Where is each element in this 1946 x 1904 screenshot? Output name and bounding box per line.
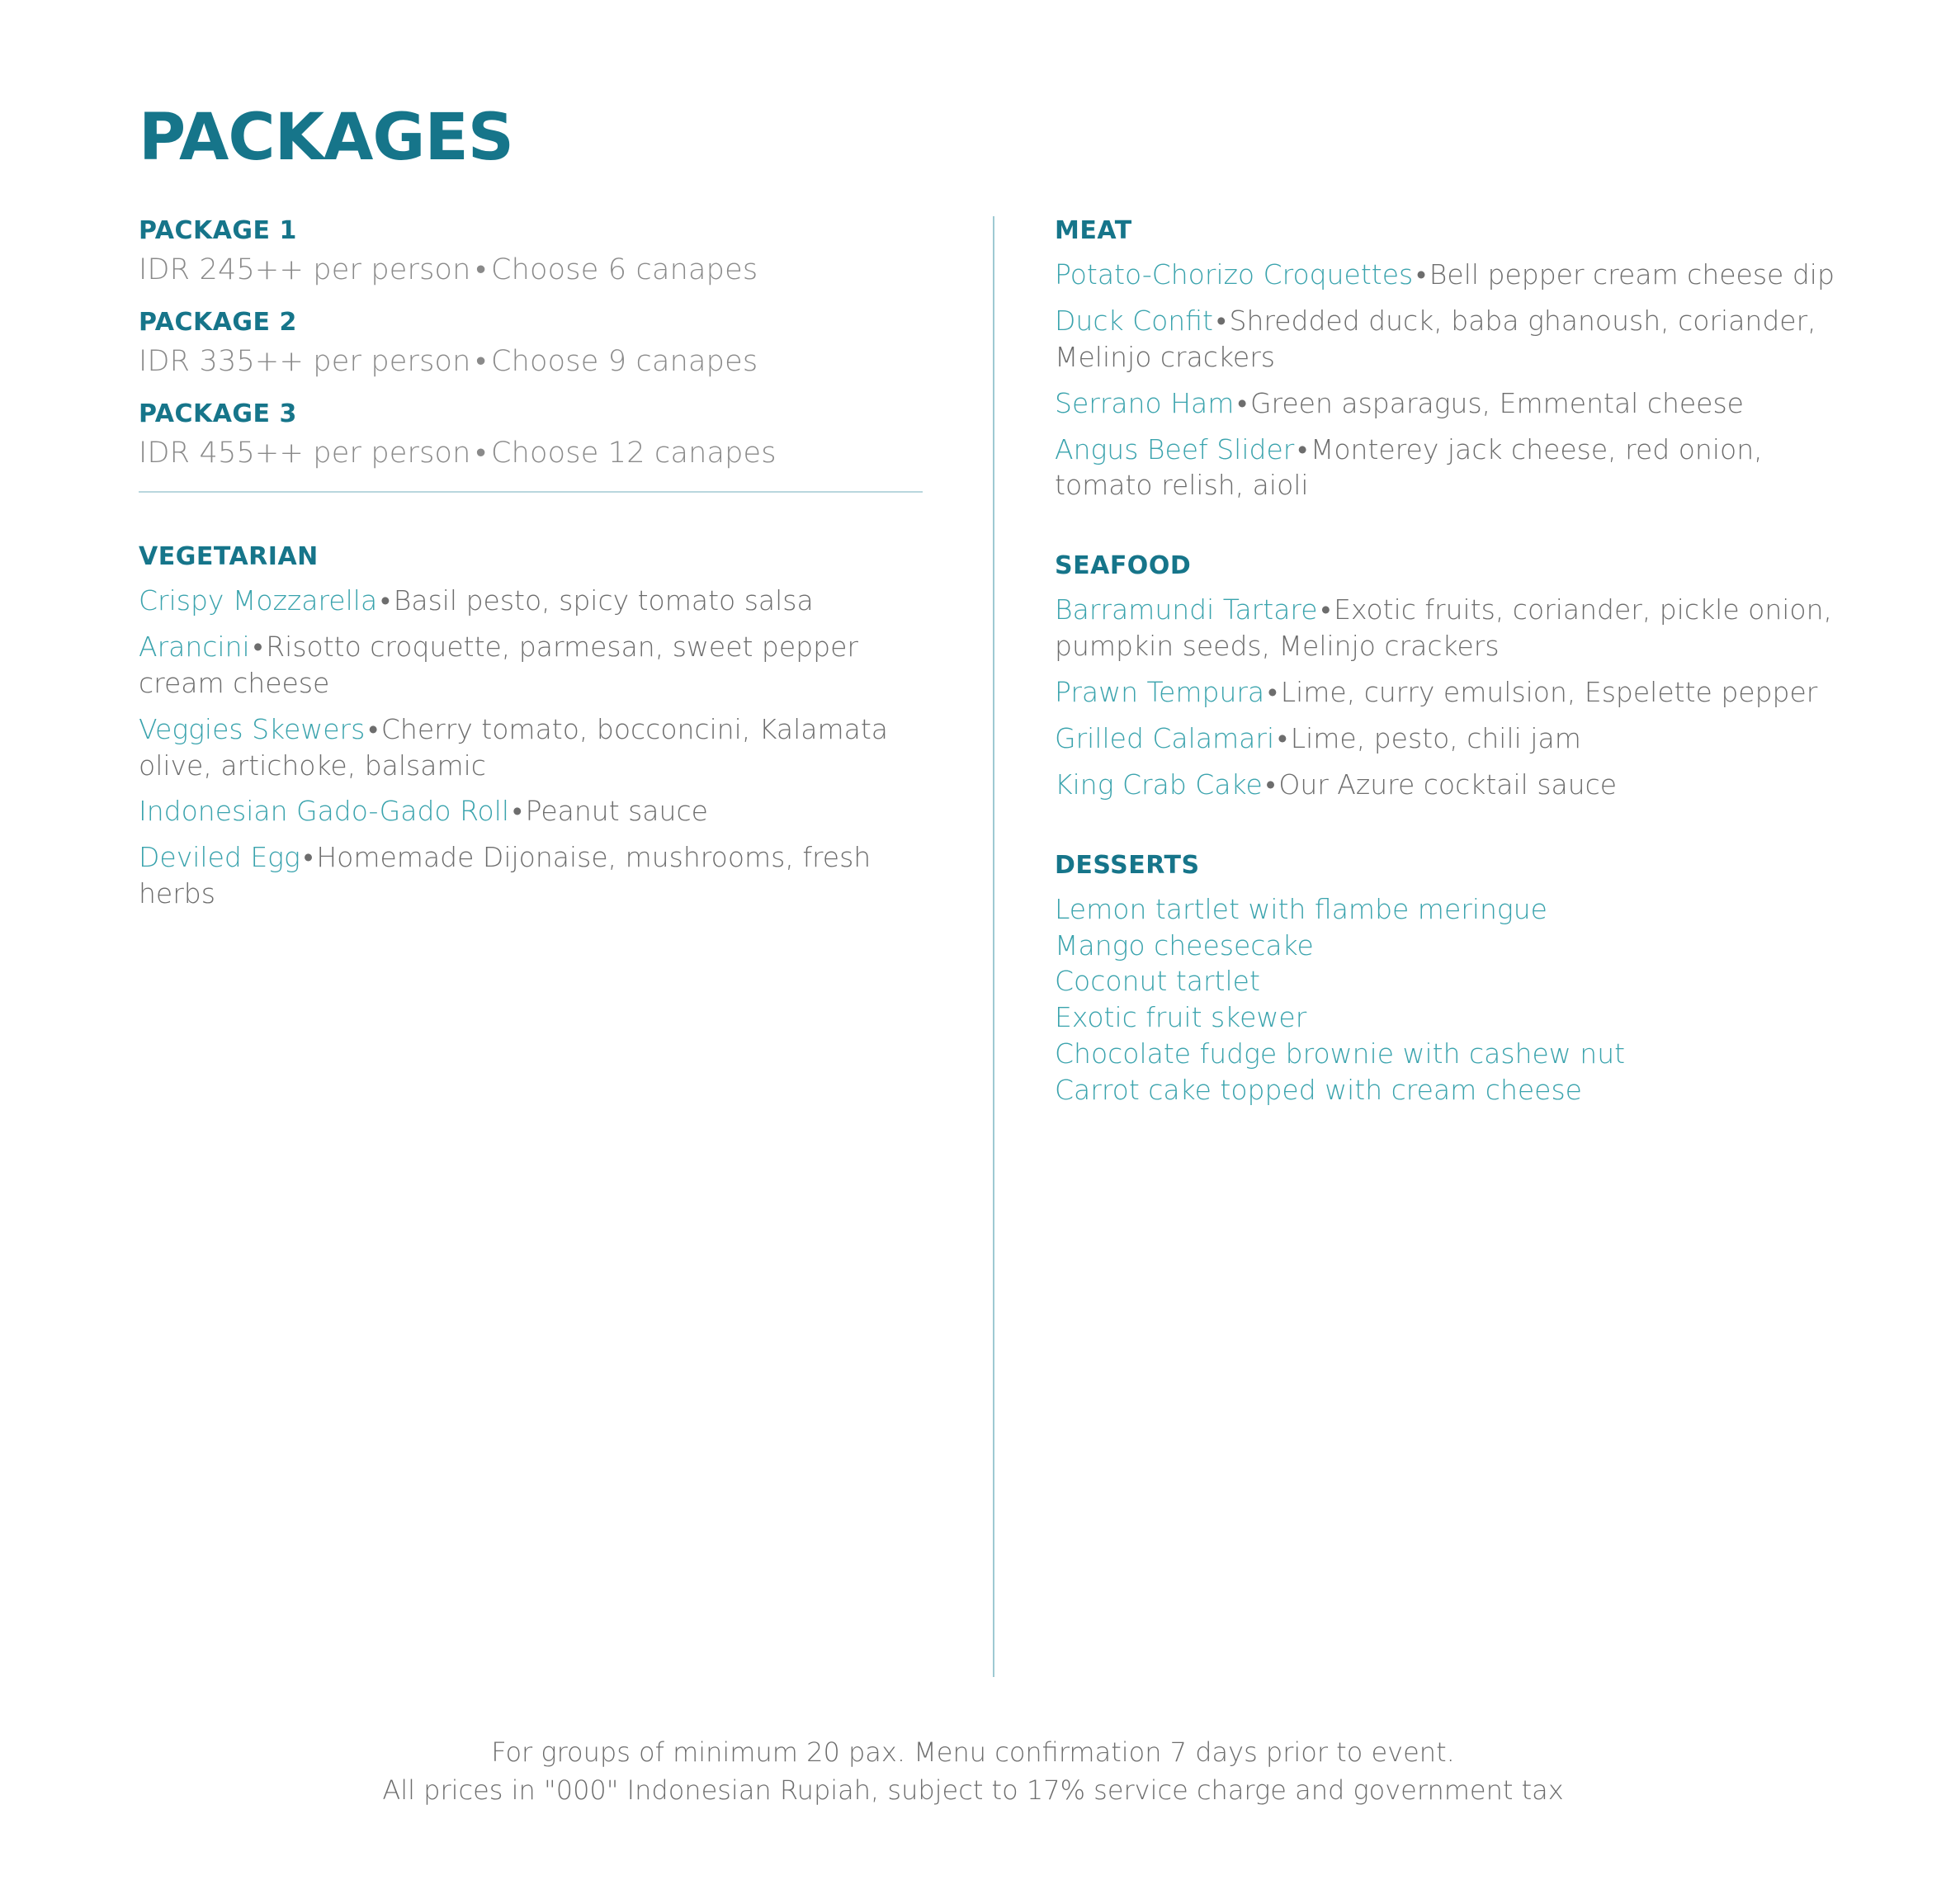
package-3-details	[139, 437, 927, 470]
list-item	[1055, 767, 1847, 803]
list-item: Chocolate fudge brownie with cashew nut	[1055, 1037, 1626, 1070]
item-description: Cherry tomato, bocconcini, Kalamata olive, artichoke, balsamic	[139, 712, 889, 782]
desserts-heading: DESSERTS	[1055, 850, 1200, 880]
item-name: Serrano Ham	[1055, 386, 1235, 419]
item-description: Lime, curry emulsion, Espelette pepper	[1280, 676, 1818, 708]
package-3-price: IDR 455++ per person	[139, 437, 471, 470]
item-description: Monterey jack cheese, red onion, tomato relish, aioli	[1055, 432, 1763, 502]
list-item	[139, 629, 927, 702]
left-column	[139, 216, 927, 922]
package-2-details	[139, 345, 927, 378]
footer-line-1: For groups of minimum 20 pax. Menu confirmation 7 days prior to event.	[491, 1736, 1455, 1768]
item-bullet: •	[1268, 676, 1278, 708]
package-3-heading: PACKAGE 3	[139, 399, 297, 428]
item-bullet: •	[1320, 593, 1331, 626]
item-bullet: •	[1297, 432, 1307, 465]
column-divider	[993, 216, 994, 1677]
item-name: Arancini	[139, 630, 250, 663]
item-bullet: •	[303, 841, 314, 874]
vegetarian-heading: VEGETARIAN	[139, 542, 319, 571]
spacer	[1055, 513, 1847, 551]
list-item	[1055, 303, 1847, 376]
item-description: Shredded duck, baba ghanoush, coriander, Melinjo crackers	[1055, 304, 1816, 373]
meat-heading: MEAT	[1055, 216, 1132, 245]
page-title: PACKAGES	[139, 101, 513, 175]
package-2-heading: PACKAGE 2	[139, 308, 297, 337]
list-item	[139, 839, 927, 912]
item-name: Grilled Calamari	[1055, 721, 1275, 754]
item-description: Basil pesto, spicy tomato salsa	[393, 584, 814, 617]
item-bullet: •	[1237, 386, 1247, 419]
item-bullet: •	[1416, 258, 1426, 291]
footer-note	[0, 1733, 1946, 1810]
section-desserts	[1055, 851, 1847, 1108]
section-meat	[1055, 216, 1847, 503]
item-name: Indonesian Gado-Gado Roll	[139, 795, 510, 828]
item-bullet: •	[1265, 768, 1276, 801]
item-description: Homemade Dijonaise, mushrooms, fresh herbs	[139, 841, 871, 910]
package-2	[139, 308, 927, 378]
list-item: Carrot cake topped with cream cheese	[1055, 1074, 1582, 1106]
list-item	[1055, 720, 1847, 757]
list-item: Coconut tartlet	[1055, 965, 1260, 998]
list-item: Mango cheesecake	[1055, 928, 1314, 961]
item-bullet: •	[368, 712, 378, 745]
list-item	[139, 583, 927, 619]
list-item	[1055, 592, 1847, 664]
package-3	[139, 399, 927, 470]
package-3-separator: •	[475, 437, 487, 470]
package-1-heading: PACKAGE 1	[139, 216, 297, 245]
item-description: Lime, pesto, chili jam	[1290, 721, 1581, 754]
package-3-choice: Choose 12 canapes	[491, 437, 777, 470]
list-item	[1055, 257, 1847, 293]
package-1-details	[139, 253, 927, 286]
package-1-choice: Choose 6 canapes	[491, 253, 758, 286]
package-2-choice: Choose 9 canapes	[491, 345, 758, 378]
item-name: Veggies Skewers	[139, 712, 366, 745]
item-name: Crispy Mozzarella	[139, 584, 378, 617]
item-name: Deviled Egg	[139, 841, 300, 874]
list-item: Exotic fruit skewer	[1055, 1001, 1307, 1034]
list-item	[1055, 432, 1847, 504]
package-2-price: IDR 335++ per person	[139, 345, 471, 378]
item-bullet: •	[512, 795, 522, 828]
item-name: Prawn Tempura	[1055, 676, 1265, 708]
item-bullet: •	[380, 584, 390, 617]
item-description: Peanut sauce	[525, 795, 708, 828]
list-item	[139, 793, 927, 829]
packages-divider	[139, 491, 923, 493]
section-seafood	[1055, 551, 1847, 802]
item-name: Barramundi Tartare	[1055, 593, 1318, 626]
list-item	[1055, 385, 1847, 422]
item-description: Green asparagus, Emmental cheese	[1249, 386, 1744, 419]
item-bullet: •	[1278, 721, 1287, 754]
package-1-separator: •	[475, 253, 487, 286]
package-1	[139, 216, 927, 286]
list-item	[1055, 674, 1847, 711]
item-name: Angus Beef Slider	[1055, 432, 1295, 465]
package-1-price: IDR 245++ per person	[139, 253, 471, 286]
right-column	[1055, 216, 1847, 1108]
item-bullet: •	[1216, 304, 1226, 337]
item-description: Bell pepper cream cheese dip	[1429, 258, 1835, 291]
spacer	[1055, 813, 1847, 851]
item-bullet: •	[253, 630, 263, 663]
item-name: Duck Confit	[1055, 304, 1213, 337]
item-name: King Crab Cake	[1055, 768, 1263, 801]
seafood-heading: SEAFOOD	[1055, 551, 1192, 581]
footer-line-2: All prices in "000" Indonesian Rupiah, subject to 17% service charge and government tax	[382, 1774, 1564, 1807]
list-item	[139, 711, 927, 784]
list-item: Lemon tartlet with flambe meringue	[1055, 892, 1547, 925]
item-description: Exotic fruits, coriander, pickle onion, pumpkin seeds, Melinjo crackers	[1055, 593, 1833, 663]
item-description: Our Azure cocktail sauce	[1278, 768, 1618, 801]
item-name: Potato-Chorizo Croquettes	[1055, 258, 1414, 291]
section-vegetarian	[139, 542, 927, 912]
package-2-separator: •	[475, 345, 487, 378]
item-description: Risotto croquette, parmesan, sweet pepper cream cheese	[139, 630, 858, 699]
